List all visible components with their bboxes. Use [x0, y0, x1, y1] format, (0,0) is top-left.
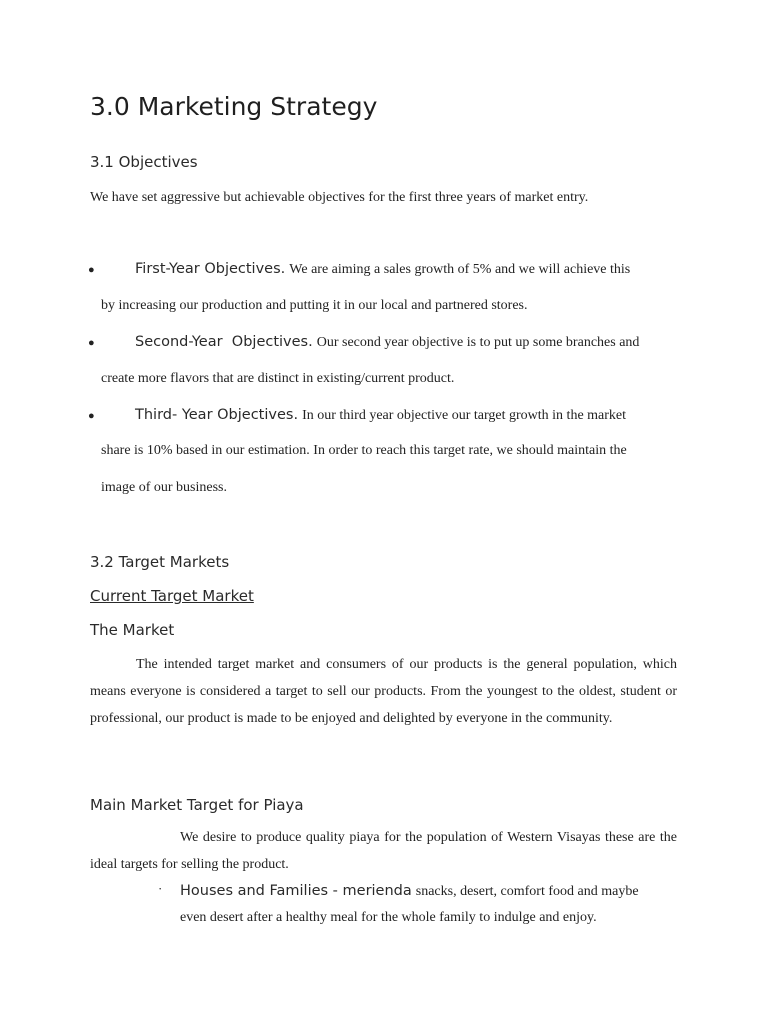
market-item-lead: Houses and Families - merienda: [180, 883, 412, 899]
main-market-paragraph: We desire to produce quality piaya for the population of Western Visayas these are the ideal targets for selling the product.: [90, 830, 677, 872]
objective-lead: First-Year Objectives.: [135, 261, 286, 277]
objective-item: [135, 333, 639, 351]
market-item: [180, 882, 639, 900]
objective-text-cont: by increasing our production and putting it in our local and partnered stores.: [101, 298, 528, 313]
objective-lead: Second-Year Objectives.: [135, 334, 313, 350]
objective-text-cont: image of our business.: [101, 480, 227, 495]
objective-item: [135, 260, 630, 278]
objective-text: Our second year objective is to put up some branches and: [316, 335, 640, 350]
main-market-heading: Main Market Target for Piaya: [90, 796, 304, 814]
target-markets-heading: 3.2 Target Markets: [90, 553, 230, 571]
bullet-icon: ●: [88, 337, 95, 349]
objectives-heading: 3.1 Objectives: [90, 153, 198, 171]
objectives-intro: We have set aggressive but achievable objectives for the first three years of market entry.: [90, 190, 589, 205]
market-paragraph: The intended target market and consumers of our products is the general population, which means everyone is considered a target to sell our products. From the youngest to the oldest, student or professional, our product is made to be enjoyed and delighted by everyone in the community.: [90, 657, 677, 726]
market-item-text-cont: even desert after a healthy meal for the whole family to indulge and enjoy.: [180, 910, 597, 925]
current-target-market-heading: Current Target Market: [90, 587, 254, 605]
market-item-text: snacks, desert, comfort food and maybe: [415, 884, 639, 899]
objective-text-cont: create more flavors that are distinct in existing/current product.: [101, 371, 455, 386]
objective-text: In our third year objective our target growth in the market: [302, 408, 627, 423]
the-market-heading: The Market: [90, 621, 175, 639]
bullet-icon: ●: [88, 410, 95, 422]
objective-item: [135, 406, 626, 424]
objective-lead: Third- Year Objectives.: [135, 407, 299, 423]
objective-text-cont: share is 10% based in our estimation. In order to reach this target rate, we should maintain the: [101, 443, 627, 458]
bullet-icon: ·: [158, 881, 163, 896]
page-title: 3.0 Marketing Strategy: [90, 92, 378, 121]
objective-text: We are aiming a sales growth of 5% and we will achieve this: [289, 262, 631, 277]
bullet-icon: ●: [88, 264, 95, 276]
